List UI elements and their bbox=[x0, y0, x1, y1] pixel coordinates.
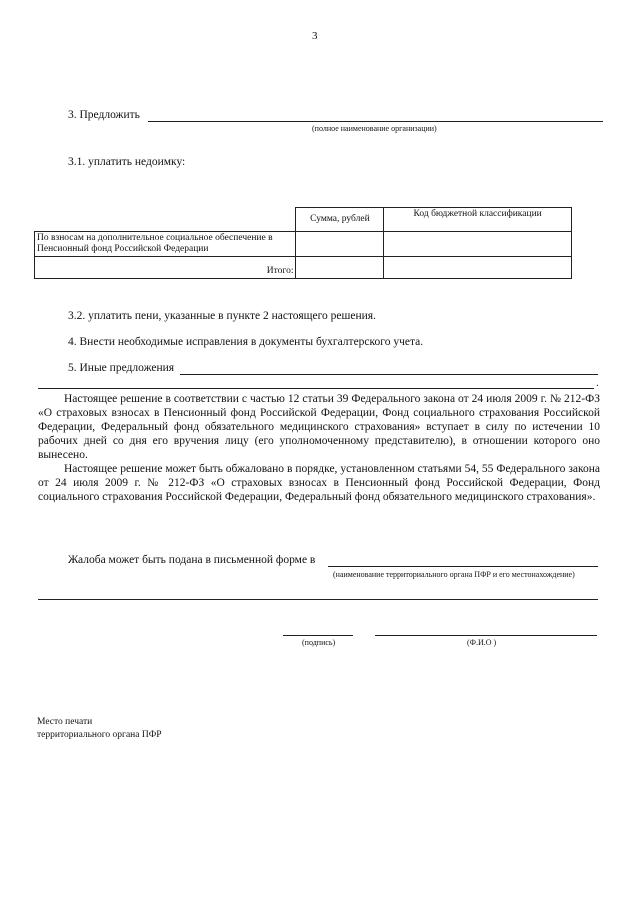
item5-label: 5. Иные предложения bbox=[68, 362, 175, 374]
stamp-place-line1: Место печати bbox=[37, 717, 93, 727]
territorial-body-line[interactable] bbox=[328, 566, 598, 567]
appeal-paragraph bbox=[38, 462, 600, 504]
page-number: 3 bbox=[312, 30, 318, 42]
table-row bbox=[35, 232, 572, 257]
organization-name-caption: (полное наименование организации) bbox=[312, 124, 437, 133]
stamp-place-line2: территориального органа ПФР bbox=[37, 730, 162, 740]
table-total-row bbox=[35, 257, 572, 279]
signature-line[interactable] bbox=[283, 635, 353, 636]
item3-1-label: 3.1. уплатить недоимку: bbox=[68, 156, 186, 168]
appeal-text: Настоящее решение может быть обжаловано в порядке, установленном статьями 54, 55 Федерального закона от 24 июля 2009 г. № 212-ФЗ «О страховых взносах в Пенсионный фонд Российской Федерации, Фонд социального страхования Российской Федерации, Федеральный фонд обязательного медицинского страхования». bbox=[38, 463, 600, 503]
organization-name-line[interactable] bbox=[148, 121, 603, 122]
other-proposals-line-1[interactable] bbox=[180, 374, 598, 375]
table-total-sum[interactable] bbox=[296, 257, 384, 279]
item4-text: 4. Внести необходимые исправления в документы бухгалтерского учета. bbox=[68, 336, 424, 348]
decision-effect-paragraph bbox=[38, 392, 600, 462]
table-header-empty bbox=[35, 208, 296, 232]
territorial-body-caption: (наименование территориального органа ПФР и его местонахождение) bbox=[333, 570, 575, 579]
complaint-label: Жалоба может быть подана в письменной форме в bbox=[68, 554, 316, 566]
item3-2-text: 3.2. уплатить пени, указанные в пункте 2 настоящего решения. bbox=[68, 310, 376, 322]
table-total-label: Итого: bbox=[35, 257, 296, 279]
table-total-kbk[interactable] bbox=[384, 257, 572, 279]
table-header-kbk: Код бюджетной классификации bbox=[384, 208, 572, 232]
full-name-caption: (Ф.И.О ) bbox=[467, 638, 497, 647]
signature-caption: (подпись) bbox=[302, 638, 336, 647]
table-row-kbk[interactable] bbox=[384, 232, 572, 257]
arrears-table bbox=[34, 207, 572, 279]
other-proposals-end-dot: . bbox=[596, 377, 599, 389]
table-header-sum: Сумма, рублей bbox=[296, 208, 384, 232]
table-row-label: По взносам на дополнительное социальное обеспечение в Пенсионный фонд Российской Федерации bbox=[35, 232, 296, 257]
territorial-body-line-2[interactable] bbox=[38, 599, 598, 600]
full-name-line[interactable] bbox=[375, 635, 597, 636]
decision-effect-text: Настоящее решение в соответствии с частью 12 статьи 39 Федерального закона от 24 июля 2009 г. № 212-ФЗ «О страховых взносах в Пенсионный фонд Российской Федерации, Фонд социального страхования Российской Федерации, Федеральный фонд обязательного медицинского страхования» вступает в силу по истечении 10 рабочих дней со дня его вручения лицу (его уполномоченному представителю), в отношении которого оно вынесено. bbox=[38, 393, 600, 461]
other-proposals-line-2[interactable] bbox=[38, 388, 594, 389]
item3-label: 3. Предложить bbox=[68, 109, 140, 121]
table-row-sum[interactable] bbox=[296, 232, 384, 257]
table-header-row bbox=[35, 208, 572, 232]
